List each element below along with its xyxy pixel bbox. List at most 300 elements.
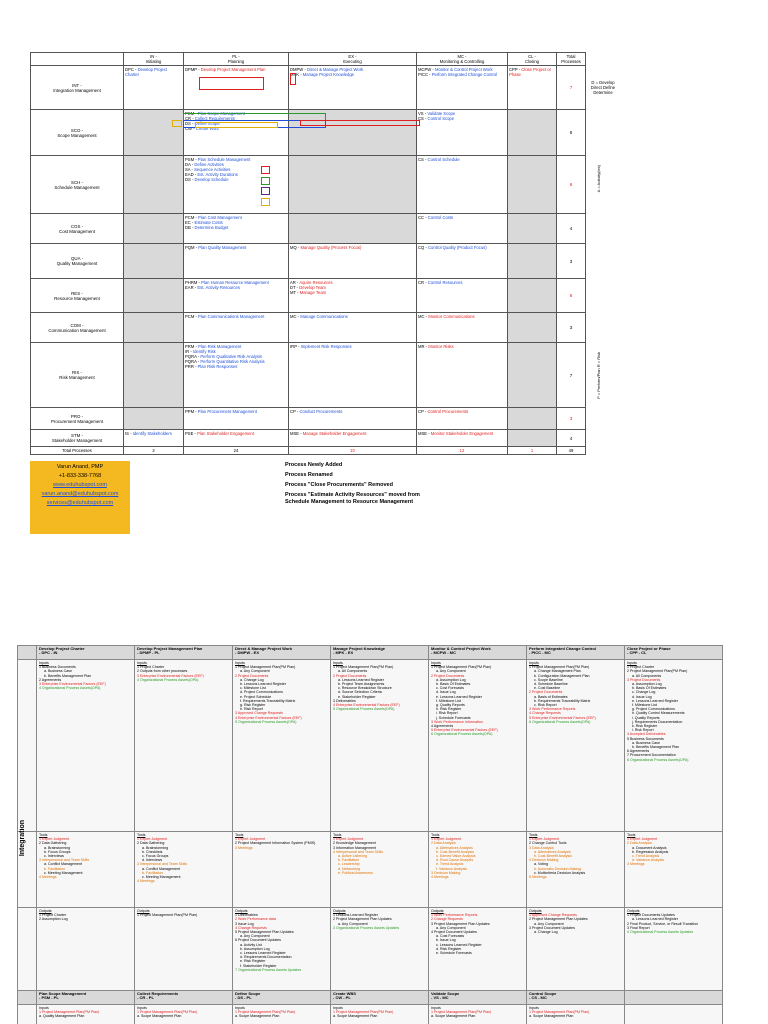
process-name: Control Procurements [427,409,469,414]
detail-section-title: Tools [627,833,636,837]
detail-line: 5 Enterprise Environmental Factors (EEF) [431,728,498,733]
detail-section-title: Outputs [39,909,52,913]
detail2-header-row [18,991,723,1005]
detail-line: a. Document Analysis [632,845,667,850]
highlight-box-yellow-wide [195,122,278,128]
detail-line: c. Leadership [338,862,360,867]
col-executing [289,53,417,66]
process-cell-in [124,313,184,343]
detail2-cell [527,1005,625,1024]
process-code: IR - [185,349,193,354]
detail-tools-cell [429,832,527,908]
detail-line: d. Project Communications [240,690,283,695]
contact-email-1[interactable]: varun.anand@eduhubspot.com [41,491,119,497]
process-code: CS - [418,116,428,121]
detail-process-header [429,646,527,660]
detail-line: 3 Project Management Plan Updates [431,921,490,926]
detail-corner [18,646,37,660]
row-total: 7 [557,343,586,408]
detail-line: 2 Project Documents [235,673,269,678]
detail-line: 1 Project Charter [137,665,165,670]
detail-line: a. Any Component [436,925,466,930]
detail-line: 2 Change Control Tools [529,841,567,846]
detail2-title: Create WBS [333,991,356,996]
process-item [185,67,287,72]
detail2-cell [37,1005,135,1024]
matrix-header-row [31,53,586,66]
process-name: Perform Qualitative Risk Analysis [200,354,263,359]
detail-line: i. Quality Reports [632,715,660,720]
process-code: PHRM - [185,280,202,285]
detail-inputs-cell [233,660,331,832]
detail2-cell [233,1005,331,1024]
detail-code: - MPK - EX [333,650,354,656]
detail-section-title: Tools [333,833,342,837]
detail-line: 6 Project Document Updates [235,938,281,943]
detail-section-title: Tools [137,833,146,837]
process-cell-ex [289,244,417,279]
process-name: Aquire Resources [299,280,333,285]
detail-line: d. Interviews [142,858,163,863]
process-code: DS - [185,121,195,126]
process-cell-mc [417,66,508,110]
detail-line: 2 Project Management Plan(PM Plan) [627,669,688,674]
area-name: Cost Management [59,228,95,234]
process-name: Control Scope [427,116,455,121]
row-total: 3 [557,313,586,343]
process-item [418,157,506,162]
process-code: PQRA - [185,359,201,364]
detail2-line: Inputs [431,1006,441,1010]
col-name: Monitoring & Controlling [439,59,485,64]
detail-line: 3 Interpersonal and Team Skills [137,862,188,867]
detail-line: a. Assumption Log [436,677,466,682]
detail-line: a. Any Component [534,921,564,926]
detail-line: l. Risk Report [632,728,654,733]
process-code: PCM - [185,215,199,220]
process-code: DPC - [125,67,138,72]
process-code: MQ - [290,245,301,250]
detail2-title: Plan Scope Management [39,991,87,996]
detail-line: a. Any Component [240,934,270,939]
detail-section-title: Inputs [431,661,441,665]
detail2-line: a. Scope Management Plan [137,1014,182,1019]
detail2-cell [429,1005,527,1024]
detail-line: c. Risk Report [534,703,557,708]
detail-line: 5 Business Documents [627,736,664,741]
total-pl: 24 [184,447,289,455]
detail-code: - DMPW - EX [235,650,259,656]
detail-line: 1 Project Management Plan(PM Plan) [333,665,394,670]
detail2-code: - CW - PL [333,995,351,1001]
detail-line: 2 Data Gathering [137,841,165,846]
detail-line: 2 Data Analysis [431,841,456,846]
detail-line: 6 Agreements [627,749,650,754]
process-item [185,245,287,250]
detail-line: a. Brainstorming [44,845,71,850]
sch-box-purple [261,187,270,195]
process-code: VS - [418,111,428,116]
process-code: CC - [418,215,428,220]
detail-line: c. Change Log [632,690,656,695]
contact-website[interactable]: www.eduhubspot.com [53,482,107,488]
contact-name: Varun Anand, PMP [56,464,104,470]
detail-line: 1 Expert Judgment [627,837,658,842]
matrix-row [31,313,586,343]
detail-line: c. Multicriteria Decision Analysis [534,870,586,875]
detail-tools-cell [233,832,331,908]
detail2-line: 1 Project Management Plan(PM Plan) [235,1010,296,1015]
process-name: Control Costs [427,215,454,220]
col-name: Closing [525,59,539,64]
detail-inputs-cell [625,660,723,832]
detail-line: 2 Agreements [39,677,62,682]
detail-line: 4 Accepted Deliverables [627,732,666,737]
detail-line: 2 Project Management Information System (PMIS) [235,841,316,846]
detail2-code: - VS - MC [431,995,449,1001]
detail-tools-row [18,832,723,908]
detail-line: 4 Decision Making [529,858,559,863]
detail-line: a. Business Case [632,740,660,745]
process-code: DT - [290,285,300,290]
matrix-corner [31,53,124,66]
process-cell-in [124,430,184,447]
process-item [185,431,287,436]
detail2-line: a. Quality Management Plan [39,1014,85,1019]
process-cell-mc [417,156,508,214]
process-cell-cl [508,313,557,343]
detail-title: Develop Project Management Plan [137,646,203,651]
detail-line: k. Risk Register [632,724,658,729]
detail-line: b. Facilitation [338,858,360,863]
detail2-line: a. Scope Management Plan [529,1014,574,1019]
detail-line: b. Benefits Management Plan [632,745,680,750]
process-cell-in [124,408,184,430]
area-cell [31,430,124,447]
contact-card [30,461,130,534]
process-item [418,409,506,414]
process-cell-mc [417,244,508,279]
detail-inputs-cell [37,660,135,832]
detail2-title: Define Scope [235,991,261,996]
process-name: Implement Risk Responses [300,344,352,349]
detail-line: 3 Enterprise Environmental Factors (EEF) [39,682,106,687]
detail-section-title: Inputs [137,661,147,665]
total-cl: 1 [508,447,557,455]
area-cell [31,156,124,214]
detail-title: Develop Project Charter [39,646,85,651]
detail-line: d. Source Selection Criteria [338,690,382,695]
detail-line: b. Regression Analysis [632,849,669,854]
total-in: 2 [124,447,184,455]
detail2-line: 1 Project Management Plan(PM Plan) [39,1010,100,1015]
col-name: Planning [227,59,245,64]
area-cell [31,110,124,156]
process-code: MSE - [418,431,431,436]
process-name: Est. Activity Durations [197,172,238,177]
detail-section-title: Inputs [627,661,637,665]
change-legend [285,462,425,509]
process-cell-cl [508,343,557,408]
detail-line: 5 Organizational Process Assets(OPA) [235,719,297,724]
process-item [418,344,506,349]
detail-line: 4 Project Document Updates [431,930,477,935]
process-cell-mc [417,279,508,313]
detail2-code: - DS - PL [235,995,252,1001]
matrix-row [31,343,586,408]
area-name: Quality Management [56,261,98,266]
process-cell-mc [417,110,508,156]
detail-line: a. Lessons Learned Register [632,917,678,922]
process-item [418,245,506,250]
detail-line: 1 Business Documents [39,665,76,670]
detail-line: a. Alternatives Analysis [436,845,473,850]
activity-note: A = Activity(ies) [596,165,601,193]
area-code: SCH - [71,179,83,185]
process-cell-cl [508,244,557,279]
process-cell-pl [184,408,289,430]
detail-line: c. Trend Analysis [632,854,660,859]
process-code: DA - [185,162,195,167]
row-total: 4 [557,430,586,447]
area-name: Stakeholder Management [51,438,103,443]
area-cell [31,244,124,279]
process-cell-ex [289,313,417,343]
detail-line: c. Earned Value Analysis [436,854,476,859]
col-name: Initiating [145,59,162,64]
col-name: Processes [561,59,581,64]
detail-line: 3 Meetings [235,845,253,850]
detail-section-title: Outputs [137,909,150,913]
detail-line: 2 Project Documents [333,673,367,678]
process-item [185,314,287,319]
detail-line: d. Risk Register [436,946,462,951]
detail2-code: - CR - PL [137,995,154,1001]
detail-line: 1 Project Documents Updates [627,913,675,918]
process-code: PQM - [185,245,199,250]
process-cell-in [124,66,184,110]
area-cell [31,313,124,343]
area-name: Scope Management [57,132,97,138]
row-total: 7 [557,66,586,110]
detail-inputs-cell [135,660,233,832]
col-code: IN - [150,54,157,59]
area-code: INT - [72,82,82,88]
process-code: PPM - [185,409,198,414]
process-name: Identify Stakeholders [132,431,172,436]
detail-tools-cell [37,832,135,908]
detail-line: 4 Agreements [431,724,454,729]
detail-section-title: Tools [235,833,244,837]
detail-section-title: Inputs [529,661,539,665]
detail-line: b. Benefits Management Plan [44,673,92,678]
row-total: 6 [557,156,586,214]
sch-box-red [261,166,270,174]
process-name: Define Activities [194,162,224,167]
detail-title: Monitor & Control Project Work [431,646,491,651]
process-name: Plan Communications Management [198,314,265,319]
detail-line: f. Stakeholder Register [240,963,277,968]
detail2-line: Inputs [529,1006,539,1010]
process-name: Monitor Communications [428,314,475,319]
detail-line: 3 Information Management [333,845,376,850]
detail-code: - MCPW - MC [431,650,456,656]
process-cell-mc [417,408,508,430]
col-code: CL - [528,54,536,59]
detail-title: Close Project or Phase [627,646,671,651]
detail-line: 1 Deliverables [235,913,258,918]
detail-line: b. Requirements Traceability Matrix [534,698,591,703]
detail-line: h. Risk Register [436,707,462,712]
process-name: Validate Scope [427,111,456,116]
detail-line: 4 Change Requests [529,711,561,716]
scope-itto-table [17,990,723,1024]
detail-line: a. Any Component [240,669,270,674]
detail-line: 7 Procurement Documentation [627,753,676,758]
col-code: Total [566,54,576,59]
process-cell-cl [508,214,557,244]
detail-line: e. Stakeholder Register [338,694,376,699]
highlight-box-red [199,77,264,90]
detail-title: Direct & Manage Project Work [235,646,293,651]
process-item [290,245,415,250]
process-item [185,177,287,182]
process-item [125,431,182,436]
detail2-cell [135,1005,233,1024]
ddd-note: D = Develop Direct Define Determine [590,80,616,95]
process-cell-in [124,279,184,313]
detail-line: 3 Data Analysis [529,845,554,850]
process-code: MR - [418,344,429,349]
process-name: Sequence Activities [194,167,231,172]
detail2-cell [331,1005,429,1024]
detail2-title: Validate Scope [431,991,460,996]
process-cell-pl [184,343,289,408]
detail-line: c. Meeting Management [142,875,181,880]
matrix-row [31,408,586,430]
detail-line: b. Autocratic Decision Making [534,866,582,871]
process-code: AR - [290,280,300,285]
detail-section-title: Inputs [235,661,245,665]
process-cell-pl [184,214,289,244]
process-code: CP - [290,409,300,414]
detail-line: 3 Enterprise Environmental Factors (EEF) [137,673,204,678]
detail-line: 2 Data Analysis [627,841,652,846]
process-cell-ex [289,430,417,447]
detail-line: f. Milestone List [632,703,657,708]
detail-line: h. Risk Report [240,707,263,712]
detail-line: 2 Change Requests [431,917,463,922]
legend-renamed: Process Renamed [285,472,333,478]
detail-tools-cell [527,832,625,908]
process-name: Monitor Stakeholder Engagement [430,431,494,436]
highlight-box-red-wide [300,120,420,126]
process-name: Plan Scope Management [197,111,245,116]
detail-line: 2 Project Documents [431,673,465,678]
detail-line: b. Cost-Benefit Analysis [436,849,474,854]
process-name: Direct & Manage Project Work [306,67,364,72]
legend-added: Process Newly Added [285,462,343,468]
detail2-line: a. Scope Management Plan [235,1014,280,1019]
detail2-title: Collect Requirements [137,991,179,996]
process-name: Perform Quantitative Risk Analysis [200,359,265,364]
total-mc: 12 [417,447,508,455]
process-cell-pl [184,244,289,279]
process-cell-in [124,110,184,156]
process-code: MT - [290,290,300,295]
process-cell-ex [289,156,417,214]
detail-line: 3 Work Performance Information [431,719,483,724]
detail-line: 2 Project Documents [529,690,563,695]
process-item [290,72,415,77]
detail-line: 1 Lessons Learned Register [333,913,378,918]
detail-line: a. Change Log [534,930,558,935]
detail-line: a. Active Listening [338,854,367,859]
detail-line: 1 Project Management Plan(PM Plan) [529,665,590,670]
detail-line: c. Lessons Learned Register [240,951,286,956]
detail-line: j. Requirements Documentation [632,719,683,724]
detail2-body-row [18,1005,723,1024]
detail-line: b. Facilitation [44,866,66,871]
detail-process-header [625,646,723,660]
detail-line: d. Issue Log [632,694,652,699]
process-code: EAR - [185,285,198,290]
matrix-row [31,430,586,447]
process-code: MC - [418,314,429,319]
detail-line: d. Issue Log [436,690,456,695]
detail2-process-header [37,991,135,1005]
detail-line: a. Cost Forecasts [436,934,465,939]
process-name: Manage Stakeholder Engagement [302,431,367,436]
row-total: 6 [557,110,586,156]
process-name: Monitor Risks [428,344,454,349]
process-item [290,314,415,319]
detail2-line: Inputs [39,1006,49,1010]
detail-inputs-cell [331,660,429,832]
legend-removed: Process "Close Procurements" Removed [285,482,393,488]
process-name: Plan Risk Responses [197,364,238,369]
process-item [290,290,415,295]
process-code: SA - [185,167,195,172]
detail-line: c. Meeting Management [44,870,83,875]
detail2-line: Inputs [333,1006,343,1010]
detail-line: c. Resource Breakdown Structure [338,686,392,691]
process-name: Perform Integrated Change Control [431,72,498,77]
process-code: MPK - [290,72,303,77]
contact-email-2[interactable]: services@eduhubspot.com [46,500,114,506]
detail-line: 4 Meetings [137,879,155,884]
detail2-process-header [135,991,233,1005]
process-code: PSE - [185,431,198,436]
process-cell-ex [289,279,417,313]
col-code: PL - [232,54,240,59]
detail2-line: a. Scope Management Plan [431,1014,476,1019]
process-code: CR - [185,116,195,121]
detail-inputs-cell [527,660,625,832]
detail-line: e. Trend Analysis [436,862,464,867]
detail-process-header [527,646,625,660]
detail-line: f. Requirements Traceability Matrix [240,698,296,703]
detail-line: 3 Issue Log [235,921,254,926]
col-closing [508,53,557,66]
matrix-row [31,66,586,110]
detail2-line: Inputs [137,1006,147,1010]
detail-line: e. Cost Baseline [534,686,561,691]
col-code: EX - [348,54,357,59]
detail-line: 4 Organizational Process Assets(OPA) [39,686,101,691]
detail2-line: 1 Project Management Plan(PM Plan) [529,1010,590,1015]
process-cell-mc [417,313,508,343]
